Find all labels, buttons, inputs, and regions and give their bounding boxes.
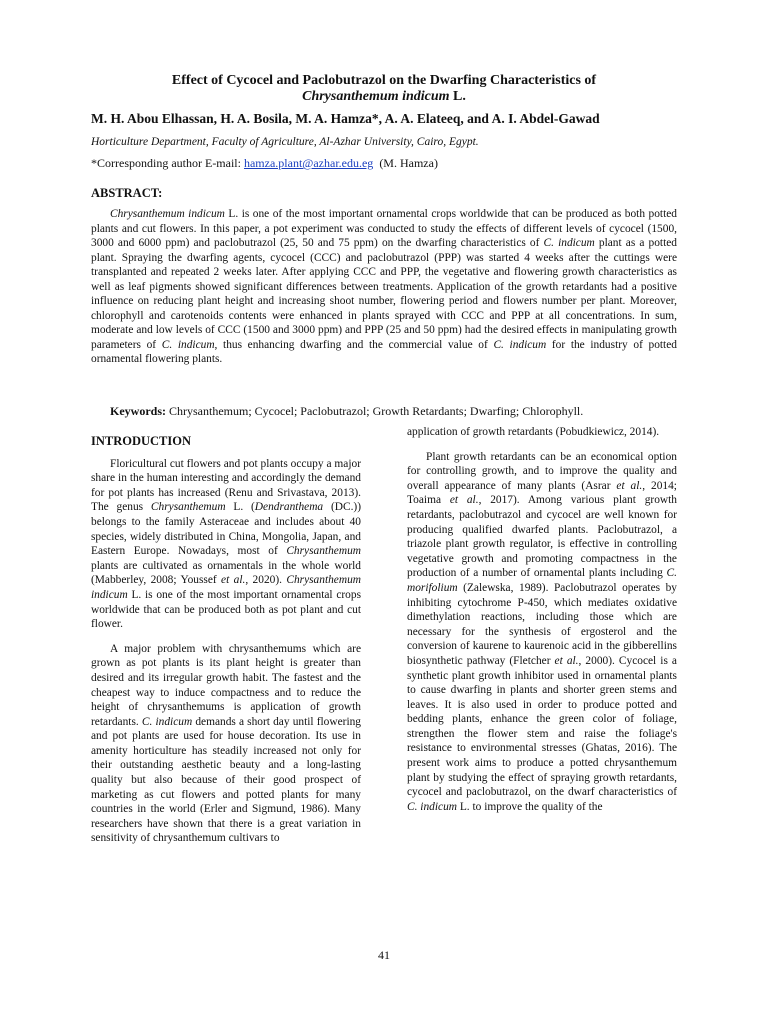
title-line-1: Effect of Cycocel and Paclobutrazol on the Dwarfing Characteristics of bbox=[171, 73, 597, 88]
left-column bbox=[91, 425, 361, 856]
keywords bbox=[110, 404, 690, 419]
text-run: , 2000). Cycocel is a synthetic plant growth inhibitor used in ornamental plants to cause dwarfing in plants and shorter green stems and leaves. It is also used in order to produce potted and bedding plants, enhance the green color of foliage, strengthen the flower stem and raise the foliage's resistance to environmental stresses (Ghatas, 2016). The present work aims to produce a potted chrysanthemum plant by studying the effect of spraying growth retardants, cycocel and paclobutrazol, on the dwarf characteristics of bbox=[407, 654, 677, 799]
italic-term: et al. bbox=[616, 479, 643, 492]
corresponding-author bbox=[91, 156, 691, 171]
text-run: L. is one of the most important ornamental crops worldwide that can be produced both as pot plant and cut flower. bbox=[91, 588, 361, 631]
text-run: , 2017). Among various plant growth retardants, paclobutrazol and cycocel are well known for producing qualified dwarfed plants. Paclobutrazol, a triazole plant growth regulator, is effective in controlling vegetative growth and promoting compactness in the production of a number of ornamental plants including bbox=[407, 494, 678, 580]
italic-term: C. indicum bbox=[407, 800, 457, 813]
text-run: (Zalewska, 1989). Paclobutrazol operates by inhibiting cytochrome P-450, which mediates oxidative dimethylation reactions, including those which are necessary for the synthesis of ergosterol and the conversion of kaurene to kaurenoic acid in the gibberellins biosynthetic pathway (Fletcher bbox=[407, 581, 677, 667]
text-run: L. is one of the most important ornamental crops worldwide that can be produced as both potted plants and cut flowers. In this paper, a pot experiment was conducted to study the effects of different levels of cycocel (1500, 3000 and 6000 ppm) and paclobutrazol (25, 50 and 75 ppm) on the dwarfing characteristics of bbox=[91, 208, 677, 249]
right-paragraph-continued bbox=[407, 425, 677, 440]
right-column bbox=[407, 425, 677, 824]
text-run: , 2014; Toaima bbox=[407, 479, 677, 507]
abstract-body bbox=[91, 207, 677, 367]
abstract-heading: ABSTRACT: bbox=[91, 186, 163, 200]
intro-paragraph-1 bbox=[91, 457, 361, 632]
text-run: L. to improve the quality of the bbox=[457, 800, 603, 813]
italic-term: C. morifolium bbox=[407, 567, 677, 594]
italic-term: C. indicum bbox=[543, 237, 595, 249]
text-run: (DC.)) belongs to the family Asteraceae and includes about 40 species, widely distributed in China, Mongolia, Japan, and Eastern Europe. Nowadays, most of bbox=[91, 501, 361, 558]
text-run: plant as a potted plant. Spraying the dwarfing agents, cycocel (CCC) and paclobutrazol (PPP) was started 4 weeks after the cuttings were transplanted and repeated 2 weeks later. After applying CCC and PPP, the vegetative and flowering growth characteristics as well as leaf pigments showed significant differences between treatments. Application of the growth retardants had a positive influence on reducing plant height and increasing shoot number, flowering period and flowers number per plant. Moreover, chlorophyll and carotenoids contents were enhanced in plants sprayed with CCC and PPP at all concentrations. In sum, moderate and low levels of CCC (1500 and 3000 ppm) and PPP (25 and 50 ppm) had the desired effects in manipulating growth parameters of bbox=[91, 237, 677, 351]
author-list: M. H. Abou Elhassan, H. A. Bosila, M. A. Hamza*, A. A. Elateeq, and A. I. Abdel-Gawad bbox=[91, 111, 600, 126]
keywords-list: Chrysanthemum; Cycocel; Paclobutrazol; Growth Retardants; Dwarfing; Chlorophyll. bbox=[166, 404, 584, 418]
text-run: A major problem with chrysanthemums which are grown as pot plants is its plant height is greater than desired and its irregular growth habit. The fastest and the cheapest way to induce compactness and to reduce the height of chrysanthemums is application of growth retardants. bbox=[91, 642, 361, 728]
right-paragraph-2 bbox=[407, 450, 677, 815]
text-run: Floricultural cut flowers and pot plants occupy a major share in the human interesting and accordingly the demand for pot plants has increased (Renu and Srivastava, 2013). The genus bbox=[91, 457, 361, 514]
keywords-label: Keywords: bbox=[110, 404, 166, 418]
italic-term: et al. bbox=[221, 574, 246, 587]
email-link[interactable]: hamza.plant@azhar.edu.eg bbox=[243, 156, 374, 170]
italic-term: Dendranthema bbox=[254, 501, 324, 514]
italic-term: et al. bbox=[554, 654, 579, 667]
corresponding-label: *Corresponding author E-mail: bbox=[91, 156, 244, 170]
intro-paragraph-2 bbox=[91, 642, 361, 846]
italic-term: Chrysanthemum indicum bbox=[91, 574, 362, 601]
text-run: L. ( bbox=[225, 501, 255, 514]
page-number: 41 bbox=[378, 948, 390, 962]
title-species: Chrysanthemum indicum bbox=[302, 89, 450, 104]
title-line-2 bbox=[60, 89, 708, 105]
text-run: demands a short day until flowering and pot plants are used for house decoration. Its use in amenity horticulture has steadily increased not only for their outstanding aesthetic beauty and a long-lasting quality but also because of their good prospect of marketing as cut flowers and potted plants for many countries in the world (Erler and Sigmund, 1986). Many researchers have shown that there is a great variation in sensitivity of chrysanthemum cultivars to bbox=[91, 715, 362, 845]
italic-term: Chrysanthemum bbox=[150, 501, 226, 514]
text-run: , 2020). bbox=[245, 574, 287, 587]
title-species-suffix: L. bbox=[449, 89, 466, 104]
text-run: Plant growth retardants can be an economical option for controlling growth, and to improve the quality and overall appearance of many plants (Asrar bbox=[407, 450, 677, 492]
affiliation: Horticulture Department, Faculty of Agriculture, Al-Azhar University, Cairo, Egypt. bbox=[91, 136, 479, 148]
italic-term: C. indicum bbox=[141, 715, 193, 728]
italic-term: C. indicum bbox=[161, 338, 215, 351]
italic-term: et al. bbox=[449, 494, 479, 507]
text-run: plants are cultivated as ornamentals in the whole world (Mabberley, 2008; Youssef bbox=[91, 559, 361, 587]
italic-term: Chrysanthemum bbox=[286, 545, 361, 558]
text-run: , thus enhancing dwarfing and the commercial value of bbox=[214, 338, 494, 351]
italic-term: Chrysanthemum indicum bbox=[110, 208, 225, 220]
corresponding-name: (M. Hamza) bbox=[373, 156, 438, 170]
text-run: for the industry of potted ornamental flowering plants. bbox=[91, 338, 677, 365]
section-heading-introduction: INTRODUCTION bbox=[91, 434, 192, 448]
text-run: application of growth retardants (Pobudkiewicz, 2014). bbox=[407, 426, 660, 438]
italic-term: C. indicum bbox=[493, 338, 547, 351]
paper-title bbox=[60, 73, 708, 105]
